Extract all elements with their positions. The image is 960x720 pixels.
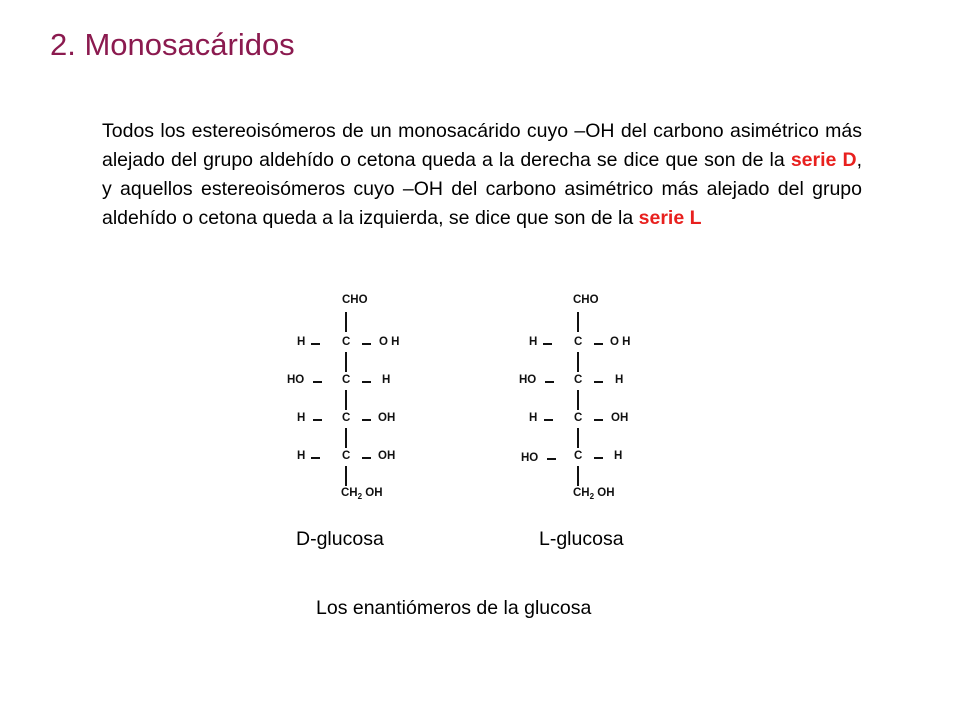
l-row3-left-bond	[544, 419, 553, 421]
l-bond-0	[577, 312, 579, 332]
d-row1-center: C	[342, 336, 351, 348]
l-row2-center: C	[574, 374, 583, 386]
l-row1-left-bond	[543, 343, 552, 345]
d-bond-0	[345, 312, 347, 332]
l-row4-right: H	[614, 450, 623, 462]
d-row1-left: H	[297, 336, 306, 348]
serie-l-highlight: serie L	[638, 207, 702, 229]
slide-title: 2. Monosacáridos	[50, 27, 295, 62]
figure-caption: Los enantiómeros de la glucosa	[316, 597, 592, 619]
l-bottom-ch: CH	[573, 487, 590, 499]
l-row4-right-bond	[594, 457, 603, 459]
d-bond-3	[345, 428, 347, 448]
d-row1-left-bond	[311, 343, 320, 345]
d-row4-left-bond	[311, 457, 320, 459]
d-row2-right-bond	[362, 381, 371, 383]
l-bottom-subscript: 2	[589, 492, 595, 501]
serie-d-highlight: serie D	[790, 149, 857, 171]
l-bond-1	[577, 352, 579, 372]
l-glucose-formula	[517, 290, 667, 505]
d-row3-left-bond	[313, 419, 322, 421]
d-bond-4	[345, 466, 347, 486]
d-row2-right: H	[382, 374, 391, 386]
l-bottom-oh: OH	[594, 487, 615, 499]
l-row1-left: H	[529, 336, 538, 348]
body-paragraph	[102, 117, 862, 233]
d-row3-right: OH	[378, 412, 396, 424]
l-row2-left-bond	[545, 381, 554, 383]
l-bond-4	[577, 466, 579, 486]
d-glucose-bottom	[341, 487, 383, 499]
d-row1-right: O H	[379, 336, 400, 348]
l-bond-2	[577, 390, 579, 410]
d-row2-center: C	[342, 374, 351, 386]
l-row3-right: OH	[611, 412, 629, 424]
d-row1-right-bond	[362, 343, 371, 345]
l-row2-right-bond	[594, 381, 603, 383]
paragraph-text-1: Todos los estereoisómeros de un monosacárido cuyo –OH del carbono asimétrico más alejado del grupo aldehído o cetona queda a la derecha se dice que son de la	[102, 120, 862, 171]
d-glucose-formula	[285, 290, 435, 505]
d-bond-1	[345, 352, 347, 372]
d-bottom-subscript: 2	[357, 492, 363, 501]
d-bottom-ch: CH	[341, 487, 358, 499]
l-row2-left: HO	[519, 374, 537, 386]
d-glucose-label: D-glucosa	[296, 528, 384, 550]
d-glucose-top: CHO	[342, 294, 368, 306]
d-row4-left: H	[297, 450, 306, 462]
l-row3-left: H	[529, 412, 538, 424]
l-glucose-top: CHO	[573, 294, 599, 306]
d-row2-left: HO	[287, 374, 305, 386]
d-row4-center: C	[342, 450, 351, 462]
d-row2-left-bond	[313, 381, 322, 383]
d-bottom-oh: OH	[362, 487, 383, 499]
l-row2-right: H	[615, 374, 624, 386]
d-row4-right: OH	[378, 450, 396, 462]
l-row4-left-bond	[547, 458, 556, 460]
l-row1-center: C	[574, 336, 583, 348]
l-bond-3	[577, 428, 579, 448]
d-row3-left: H	[297, 412, 306, 424]
l-row4-center: C	[574, 450, 583, 462]
l-row1-right-bond	[594, 343, 603, 345]
d-bond-2	[345, 390, 347, 410]
paragraph-text-2: , y aquellos estereoisómeros cuyo –OH del carbono asimétrico más alejado del grupo aldehído o cetona queda a la izquierda, se dice que son de la	[102, 149, 862, 229]
l-row4-left: HO	[521, 452, 539, 464]
l-row3-center: C	[574, 412, 583, 424]
l-glucose-label: L-glucosa	[539, 528, 624, 550]
d-row4-right-bond	[362, 457, 371, 459]
d-row3-center: C	[342, 412, 351, 424]
l-row1-right: O H	[610, 336, 631, 348]
d-row3-right-bond	[362, 419, 371, 421]
l-row3-right-bond	[594, 419, 603, 421]
l-glucose-bottom	[573, 487, 615, 499]
